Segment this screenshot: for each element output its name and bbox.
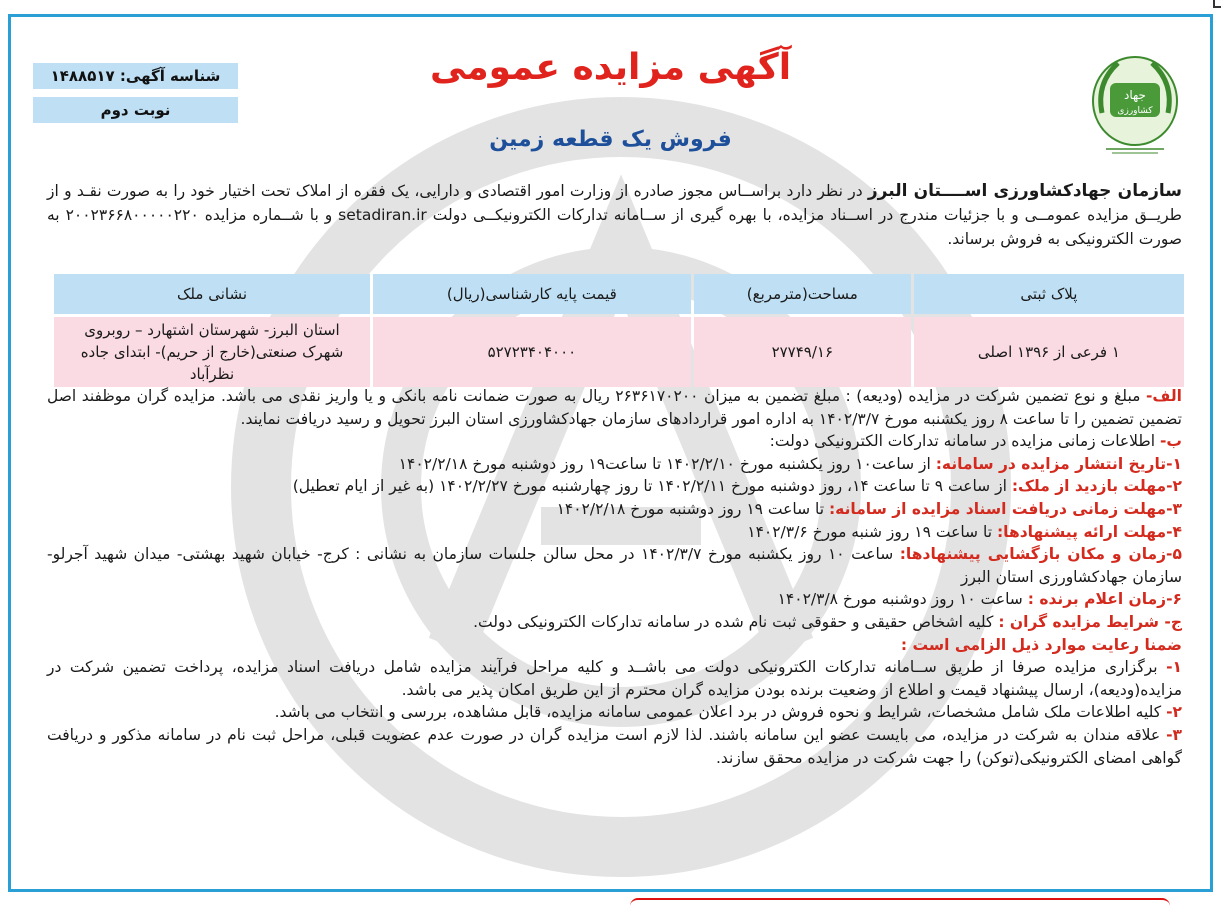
- table-cell-address: استان البرز- شهرستان اشتهارد – روبروی شهرک صنعتی(خارج از حریم)- ابتدای جاده نظرآباد: [54, 317, 370, 387]
- table-cell-plaque: ۱ فرعی از ۱۳۹۶ اصلی: [914, 317, 1184, 387]
- table-header-row: [54, 274, 1184, 314]
- notice-round: نوبت دوم: [33, 97, 238, 123]
- list-item: [47, 521, 1182, 544]
- page-subtitle: فروش یک قطعه زمین: [489, 127, 732, 152]
- rule-text: برگزاری مزایده صرفا از طریق ســامانه تدارکات الکترونیکی دولت می باشــد و کلیه مراحل فرآیند مزایده شامل دریافت اسناد مزایده، پرداخت تضمین شرکت در مزایده(ودیعه)، ارسال پیشنهاد قیمت و اطلاع از وضعیت برنده بودن مزایده گران محترم از این طریق امکان پذیر می باشد.: [47, 658, 1182, 699]
- rule-text: علاقه مندان به شرکت در مزایده، می بایست عضو این سامانه باشند. لذا لازم است مزایده گران در صورت عدم عضویت قبلی، مراحل ثبت نام در سامانه مذکور و دریافت گواهی امضای الکترونیکی(توکن) را جهت شرکت در مزایده محقق سازند.: [47, 725, 1182, 767]
- org-name: سازمان جهادکشاورزی اســــتان البرز: [867, 181, 1182, 201]
- item-text: از ساعت ۹ تا ساعت ۱۴، روز دوشنبه مورخ ۱۴۰۲/۲/۱۱ تا روز چهارشنبه مورخ ۱۴۰۲/۲/۲۷ (به غیر از ایام تعطیل): [292, 477, 1012, 496]
- section-label: ب-: [1159, 432, 1182, 451]
- table-row: [54, 317, 1184, 387]
- list-item: [47, 543, 1182, 588]
- rule-item: [47, 656, 1182, 701]
- item-text: تا ساعت ۱۹ روز شنبه مورخ ۱۴۰۲/۳/۶: [747, 522, 997, 541]
- rule-number: ۱-: [1166, 658, 1182, 677]
- rule-text: کلیه اطلاعات ملک شامل مشخصات، شرایط و نحوه فروش در برد اعلان عمومی سامانه مزایده، قابل مشاهده، بررسی و انتخاب می باشد.: [274, 703, 1167, 722]
- logo-text-bottom: کشاورزی: [1117, 106, 1153, 116]
- item-label: ۲-مهلت بازدید از ملک:: [1011, 477, 1182, 496]
- item-label: ۶-زمان اعلام برنده :: [1027, 590, 1182, 609]
- item-text: تا ساعت ۱۹ روز دوشنبه مورخ ۱۴۰۲/۲/۱۸: [556, 499, 829, 518]
- notice-id: شناسه آگهی: ۱۴۸۸۵۱۷: [33, 63, 238, 89]
- mandatory-heading: [47, 634, 1182, 657]
- item-text: ساعت ۱۰ روز دوشنبه مورخ ۱۴۰۲/۳/۸: [777, 590, 1028, 609]
- intro-text: در نظر دارد براســاس مجوز صادره از وزارت امور اقتصادی و دارایی، یک فقره از املاک تحت اختیار خود را به صورت نقـد و از طریــق مزایده عمومــی و با جزئیات مندرج در اســناد مزایده، با بهره گیری از ســامانه تدارکات الکترونیکــی دولت setadiran.ir و با شــماره مزایده ۲۰۰۲۳۶۶۸۰۰۰۰۰۲۲۰ به صورت الکترونیکی به فروش برساند.: [47, 182, 1182, 248]
- table-header: مساحت(مترمربع): [694, 274, 911, 314]
- list-item: [47, 475, 1182, 498]
- list-item: [47, 453, 1182, 476]
- page-title: آگهی مزایده عمومی: [429, 47, 792, 88]
- item-text: ساعت ۱۰ روز یکشنبه مورخ ۱۴۰۲/۳/۷ در محل سالن جلسات سازمان به نشانی : کرج- خیابان شهید بهشتی- میدان شهید آجرلو- سازمان جهادکشاورزی استان البرز: [47, 545, 1182, 586]
- list-item: [47, 498, 1182, 521]
- rule-number: ۲-: [1166, 703, 1182, 722]
- section-be: [47, 430, 1182, 453]
- notice-frame: [8, 14, 1213, 892]
- rule-item: [47, 701, 1182, 724]
- intro-paragraph: [47, 179, 1182, 251]
- section-text: کلیه اشخاص حقیقی و حقوقی ثبت نام شده در سامانه تدارکات الکترونیکی دولت.: [473, 612, 999, 631]
- section-text: اطلاعات زمانی مزایده در سامانه تدارکات الکترونیکی دولت:: [769, 432, 1160, 451]
- section-jim: [47, 611, 1182, 634]
- table-cell-area: ۲۷۷۴۹/۱۶: [694, 317, 911, 387]
- table-header: قیمت پایه کارشناسی(ریال): [373, 274, 691, 314]
- section-text: مبلغ و نوع تضمین شرکت در مزایده (ودیعه) : مبلغ تضمین به میزان ۲۶۳۶۱۷۰۲۰۰ ریال به صورت ضمانت نامه بانکی و یا واریز نقدی می باشد. مزایده گران موظفند اصل تضمین تضمین را تا ساعت ۸ روز یکشنبه مورخ ۱۴۰۲/۳/۷ به اداره امور قراردادهای سازمان جهادکشاورزی استان البرز تحویل و رسید دریافت نمایند.: [47, 387, 1182, 428]
- logo-text-top: جهاد: [1124, 88, 1146, 102]
- rule-item: [47, 724, 1182, 769]
- item-label: ۵-زمان و مکان بازگشایی پیشنهادها:: [899, 545, 1182, 564]
- rule-number: ۳-: [1166, 725, 1182, 744]
- list-item: [47, 588, 1182, 611]
- section-label: ج- شرایط مزایده گران :: [998, 612, 1182, 631]
- item-text: از ساعت۱۰ روز یکشنبه مورخ ۱۴۰۲/۲/۱۰ تا ساعت۱۹ روز دوشنبه مورخ ۱۴۰۲/۲/۱۸: [398, 454, 936, 473]
- item-label: ۳-مهلت زمانی دریافت اسناد مزایده از سامانه:: [828, 499, 1182, 518]
- section-label: الف-: [1145, 387, 1182, 405]
- table-cell-price: ۵۲۷۲۳۴۰۴۰۰۰: [373, 317, 691, 387]
- mandatory-label: ضمنا رعایت موارد ذیل الزامی است :: [900, 635, 1182, 654]
- notice-body: [47, 385, 1182, 769]
- item-label: ۴-مهلت ارائه پیشنهادها:: [996, 522, 1182, 541]
- item-label: ۱-تاریخ انتشار مزایده در سامانه:: [935, 454, 1182, 473]
- property-table: [51, 271, 1187, 390]
- section-alef: [47, 385, 1182, 430]
- corner-mark: [1213, 0, 1221, 8]
- table-header: نشانی ملک: [54, 274, 370, 314]
- table-header: پلاک ثبتی: [914, 274, 1184, 314]
- bottom-red-tab: [630, 898, 1170, 909]
